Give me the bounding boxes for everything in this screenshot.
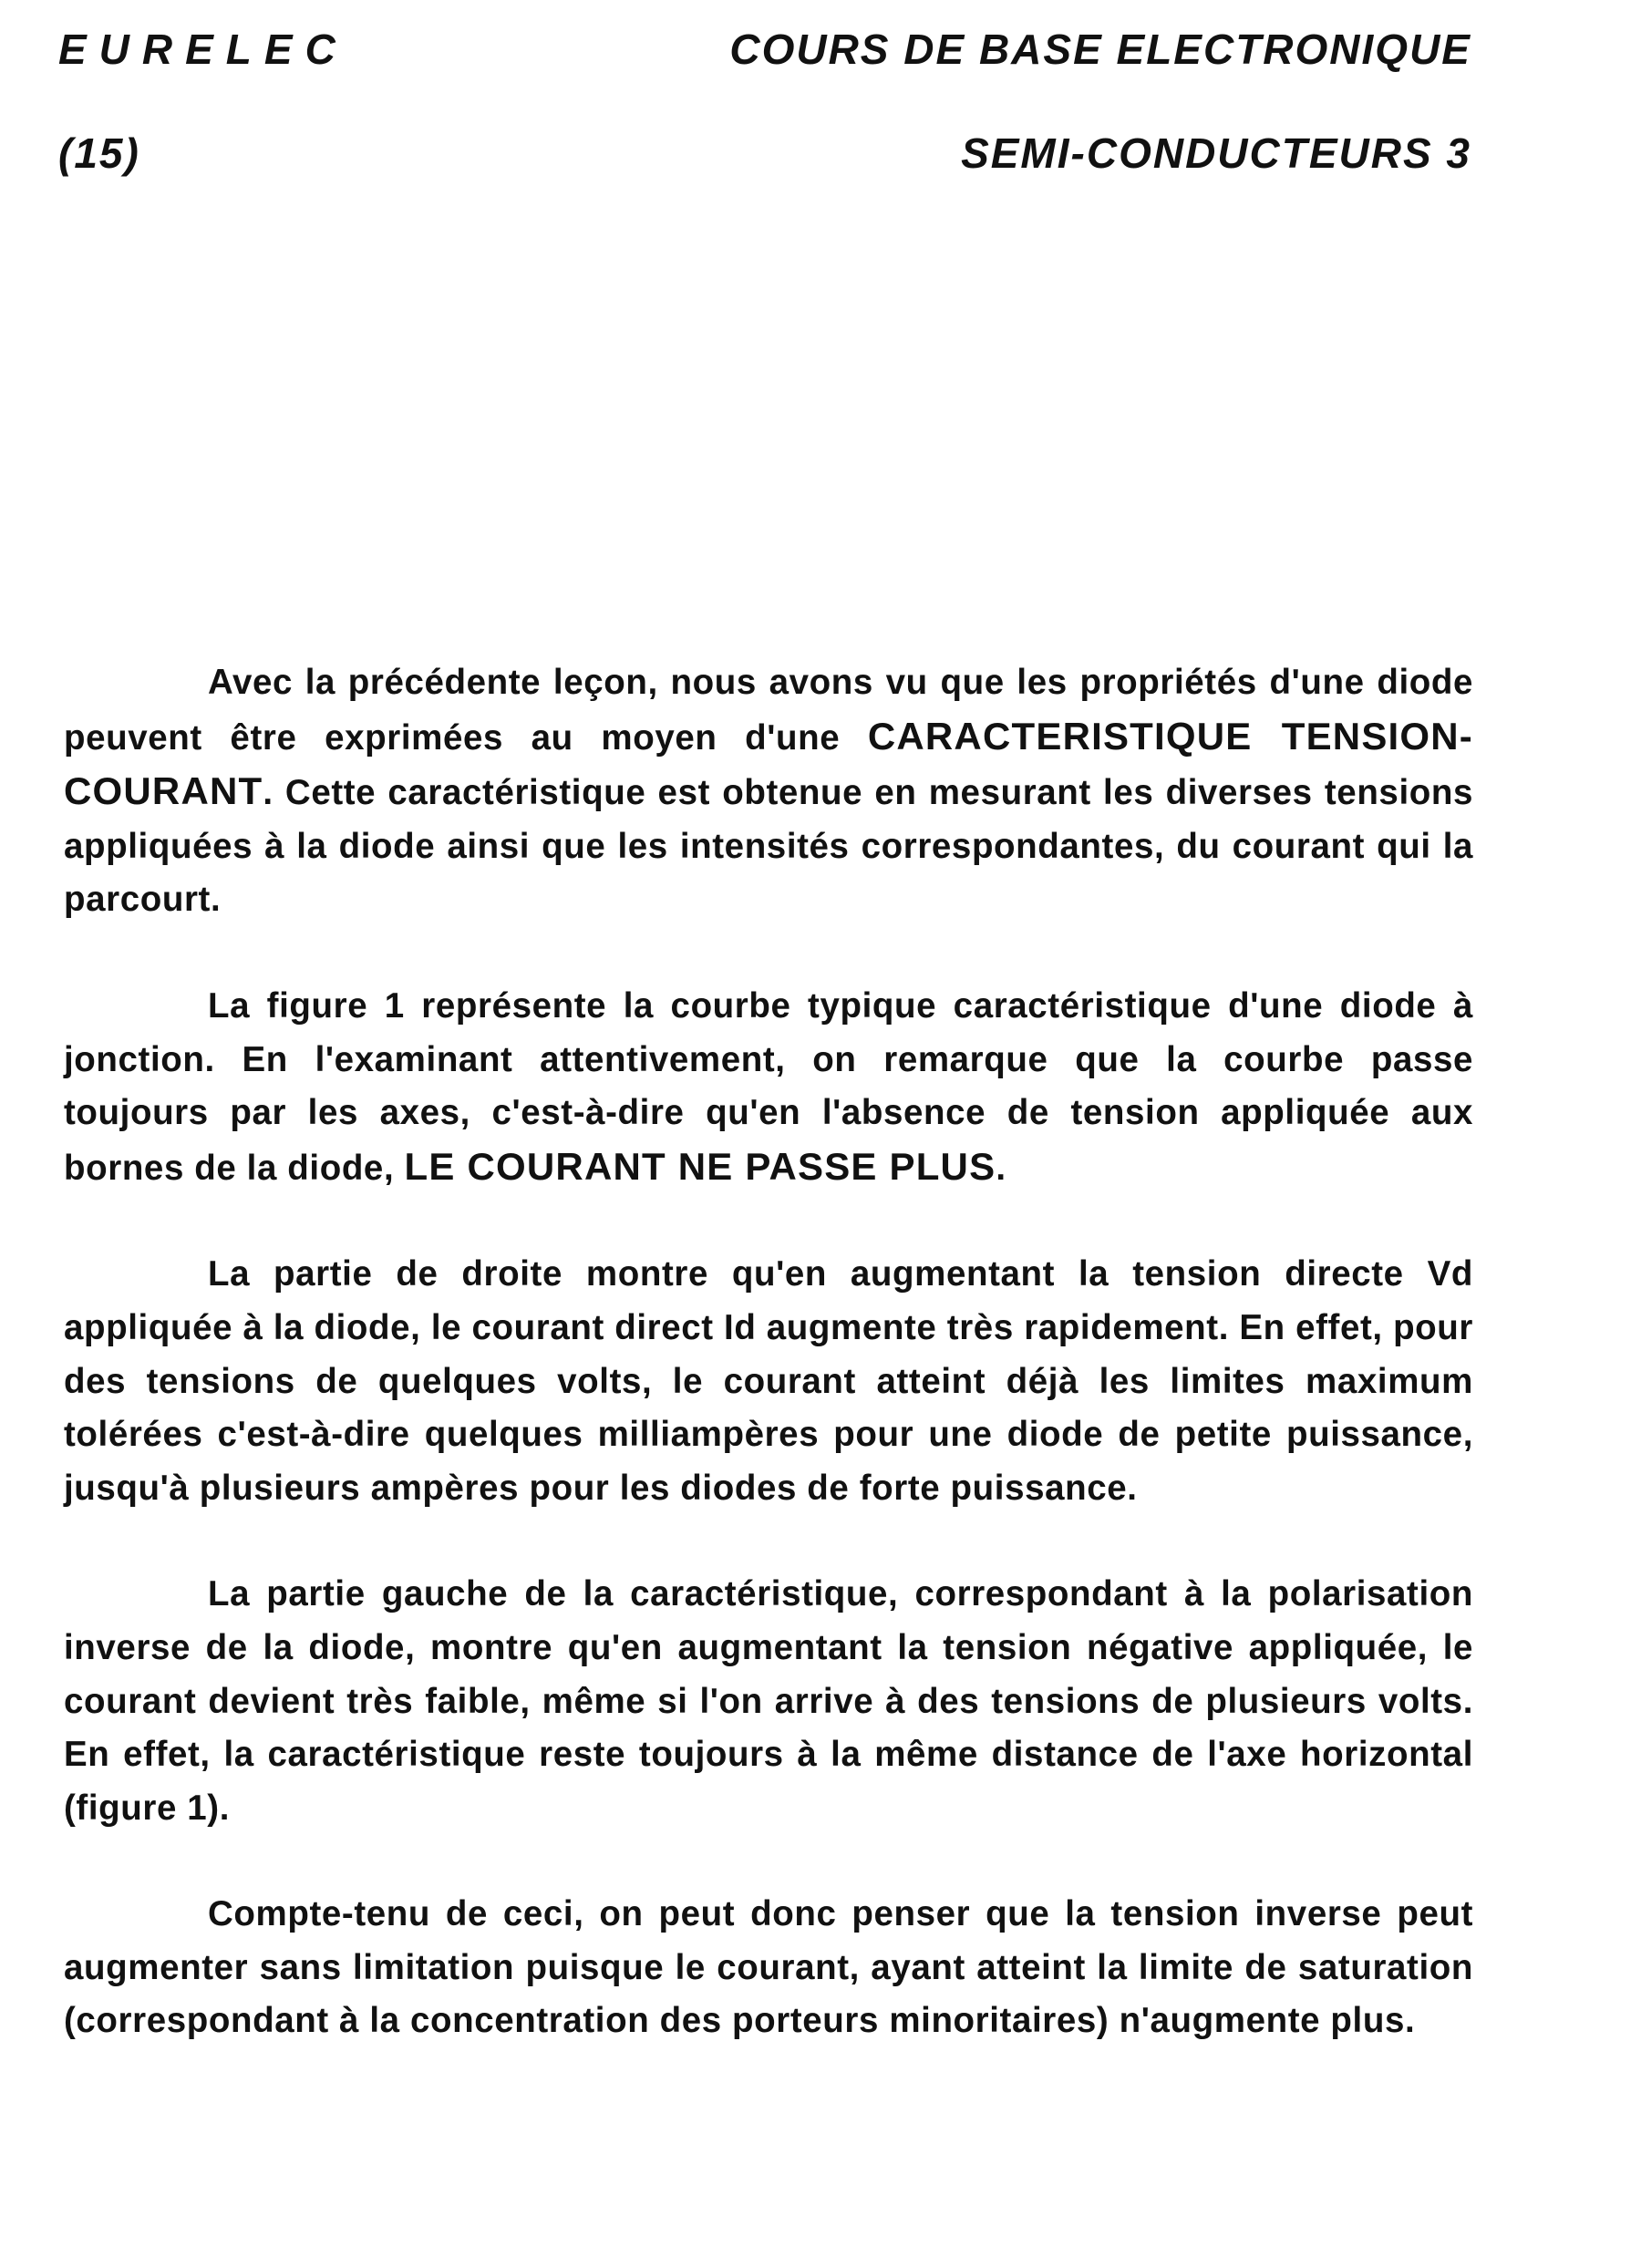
paragraph-1-text-a: Avec la précédente leçon, nous avons vu que les propriétés d'une diode peuvent être exprimées au moyen d'une bbox=[64, 663, 1473, 758]
paragraph-1-emphasis: CARACTERISTIQUE TENSION-COURANT bbox=[64, 714, 1473, 813]
header-page-number: (15) bbox=[58, 129, 140, 177]
paragraph-2 bbox=[64, 980, 1473, 1195]
paragraph-1 bbox=[64, 656, 1473, 927]
paragraph-3: La partie de droite montre qu'en augmentant la tension directe Vd appliquée à la diode, le courant direct Id augmente très rapidement. En effet, pour des tensions de quelques volts, le courant atteint déjà les limites maximum tolérées c'est-à-dire quelques milliampères pour une diode de petite puissance, jusqu'à plusieurs ampères pour les diodes de forte puissance. bbox=[64, 1254, 1473, 1508]
header-publisher: EURELEC bbox=[58, 26, 348, 73]
body-text bbox=[64, 656, 1473, 2048]
paragraph-2-text-b: . bbox=[996, 1148, 1006, 1188]
header-section-title: SEMI-CONDUCTEURS 3 bbox=[961, 129, 1471, 177]
paragraph-5: Compte-tenu de ceci, on peut donc penser que la tension inverse peut augmenter sans limitation puisque le courant, ayant atteint la limite de saturation (correspondant à la concentration des porteurs minoritaires) n'augmente plus. bbox=[64, 1894, 1473, 2041]
paragraph-2-text-a: La figure 1 représente la courbe typique caractéristique d'une diode à jonction. En l'examinant attentivement, on remarque que la courbe passe toujours par les axes, c'est-à-dire qu'en l'absence de tension appliquée aux bornes de la diode, bbox=[64, 985, 1473, 1188]
paragraph-1-text-b: . Cette caractéristique est obtenue en mesurant les diverses tensions appliquées à la diode ainsi que les intensités correspondantes, du courant qui la parcourt. bbox=[64, 773, 1473, 920]
paragraph-2-emphasis: LE COURANT NE PASSE PLUS bbox=[404, 1144, 996, 1188]
header-course-title: COURS DE BASE ELECTRONIQUE bbox=[729, 26, 1471, 73]
paragraph-4: La partie gauche de la caractéristique, correspondant à la polarisation inverse de la diode, montre qu'en augmentant la tension négative appliquée, le courant devient très faible, même si l'on arrive à des tensions de plusieurs volts. En effet, la caractéristique reste toujours à la même distance de l'axe horizontal (figure 1). bbox=[64, 1574, 1473, 1828]
